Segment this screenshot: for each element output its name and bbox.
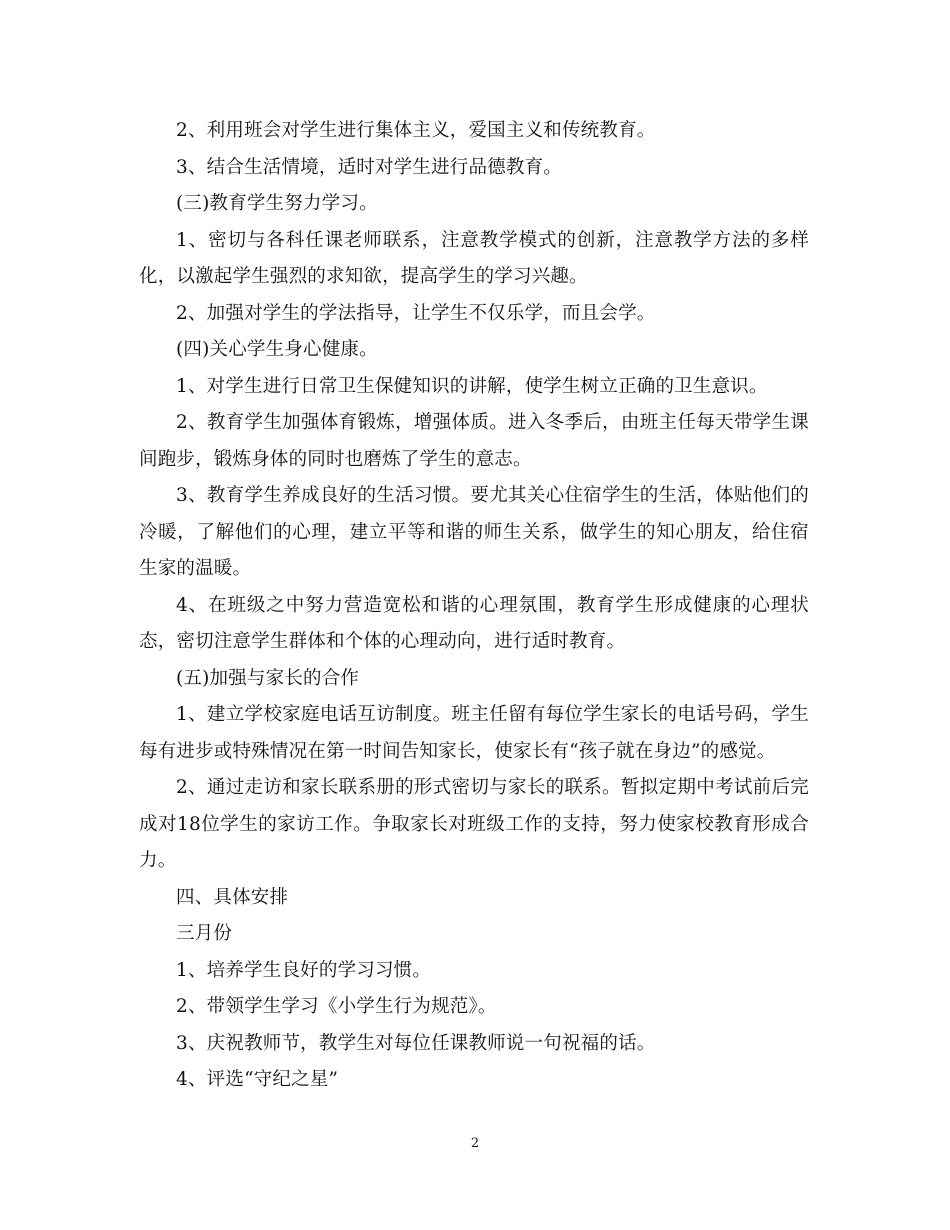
paragraph-living-habits: 3、教育学生养成良好的生活习惯。要尤其关心住宿学生的生活，体贴他们的冷暖，了解他们的心理，建立平等和谐的师生关系，做学生的知心朋友，给住宿生家的温暖。	[139, 485, 809, 579]
page-number: 2	[470, 1136, 480, 1151]
paragraph-hygiene: 1、对学生进行日常卫生保健知识的讲解，使学生树立正确的卫生意识。	[176, 375, 768, 397]
list-item-teachers-day: 3、庆祝教师节，教学生对每位任课教师说一句祝福的话。	[176, 1032, 656, 1054]
section-heading-arrangement: 四、具体安排	[176, 886, 289, 908]
paragraph-home-visits: 2、通过走访和家长联系册的形式密切与家长的联系。暂拟定期中考试前后完成对18位学生的家访工作。争取家长对班级工作的支持，努力使家校教育形成合力。	[139, 777, 809, 871]
paragraph-exercise: 2、教育学生加强体育锻炼，增强体质。进入冬季后，由班主任每天带学生课间跑步，锻炼身体的同时也磨炼了学生的意志。	[139, 412, 809, 470]
document-body	[139, 113, 809, 1099]
paragraph-study-guidance: 2、加强对学生的学法指导，让学生不仅乐学，而且会学。	[176, 302, 656, 324]
section-heading-parents: (五)加强与家长的合作	[176, 667, 360, 689]
paragraph-phone-visits: 1、建立学校家庭电话互访制度。班主任留有每位学生家长的电话号码，学生每有进步或特殊情况在第一时间告知家长，使家长有“孩子就在身边”的感觉。	[139, 704, 809, 762]
list-item-discipline-star: 4、评选“守纪之星”	[176, 1069, 339, 1090]
paragraph-class-meeting-education: 2、利用班会对学生进行集体主义，爱国主义和传统教育。	[176, 120, 656, 141]
list-item-study-habits: 1、培养学生良好的学习习惯。	[176, 959, 432, 981]
list-item-behavior-norms: 2、带领学生学习《小学生行为规范》。	[176, 996, 497, 1017]
month-heading-march: 三月份	[176, 923, 233, 944]
paragraph-psychological-climate: 4、在班级之中努力营造宽松和谐的心理氛围，教育学生形成健康的心理状态，密切注意学生群体和个体的心理动向，进行适时教育。	[139, 594, 809, 652]
section-heading-study: (三)教育学生努力学习。	[176, 193, 378, 214]
paragraph-moral-education: 3、结合生活情境，适时对学生进行品德教育。	[176, 156, 562, 178]
section-heading-health: (四)关心学生身心健康。	[176, 339, 378, 360]
paragraph-teacher-contact: 1、密切与各科任课老师联系，注意教学模式的创新，注意教学方法的多样化，以激起学生强烈的求知欲，提高学生的学习兴趣。	[139, 229, 809, 287]
